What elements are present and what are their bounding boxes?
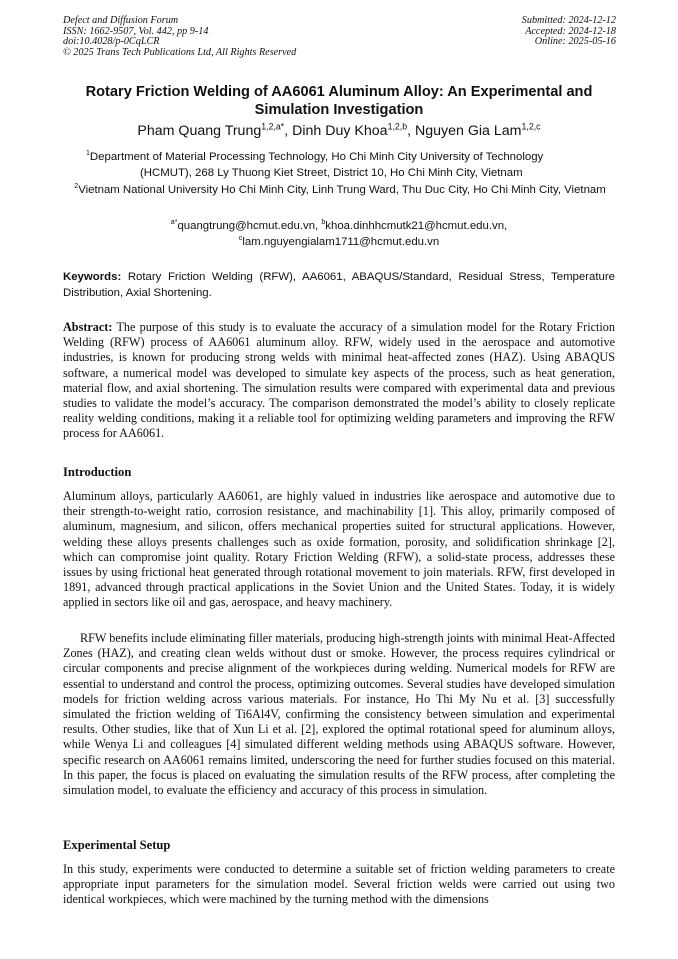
copyright-notice: © 2025 Trans Tech Publications Ltd, All Rights Reserved [63,46,297,58]
paper-title: Rotary Friction Welding of AA6061 Aluminum Alloy: An Experimental and Simulation Investigation [85,84,593,118]
email-marker: a* [170,219,178,227]
author-separator: , [284,123,293,139]
keywords-text: Rotary Friction Welding (RFW), AA6061, ABAQUS/Standard, Residual Stress, Temperature Distribution, Axial Shortening. [63,271,615,299]
dates-header [522,16,616,48]
email-line [63,235,615,251]
abstract-section [63,320,615,442]
author-affiliation-marker: 1,2,a* [261,121,285,132]
affiliation-2 [64,183,616,199]
introduction-paragraph: RFW benefits include eliminating filler materials, producing high-strength joints with minimal Heat-Affected Zones (HAZ), and creating clean welds without dust or smoke. However, the process requires cylindrical or circular components and precise alignment of the workpieces during welding. Numerical models for RFW are essential to understand and control the process, optimizing outcomes. Several studies have developed simulation models for friction welding across various materials. For instance, Ho Thi My Nu et al. [3] successfully simulated the friction welding of Ti6Al4V, confirming the consistency between simulation and experimental results. Other studies, like that of Xun Li et al. [2], explored the optimal rotational speed for aluminum alloys, while Wenya Li and colleagues [4] simulated different welding methods using ABAQUS software. However, specific research on AA6061 remains limited, underscoring the need for further studies focused on this material. In this paper, the focus is placed on evaluating the simulation results of the RFW process, after completing the simulation model, to evaluate the efficiency and accuracy of this process in simulation. [63,631,615,798]
affiliation-line: (HCMUT), 268 Ly Thuong Kiet Street, District 10, Ho Chi Minh City, Vietnam [140,166,523,179]
author-affiliation-marker: 1,2,c [521,121,541,132]
abstract-text: The purpose of this study is to evaluate the accuracy of a simulation model for the Rotary Friction Welding (RFW) process of AA6061 aluminum alloy. RFW, widely used in the aerospace and automotive industries, is known for producing strong welds with minimal heat-affected zones (HAZ). Using ABAQUS software, a numerical model was developed to simulate key aspects of the process, such as heat generation, material flow, and axial shortening. The simulation results were compared with experimental data and previous studies to validate the model’s accuracy. The comparison demonstrated the model’s ability to closely replicate reality welding conditions, making it a reliable tool for optimizing welding parameters and improving the RFW process for AA6061. [63,320,615,441]
author-list [63,122,615,140]
email-address[interactable]: lam.nguyengialam1711@hcmut.edu.vn [242,236,440,248]
experimental-setup-heading: Experimental Setup [63,838,171,852]
author-separator: , [407,123,416,139]
journal-doi: doi:10.4028/p-0CqLCR [63,36,160,48]
journal-header [63,16,296,58]
experimental-paragraph: In this study, experiments were conducted to determine a suitable set of friction welding parameters to create appropriate input parameters for the simulation model. Several friction welds were carried out using two identical workpieces, which were machined by the turning method with the dimensions [63,862,615,907]
journal-issn: ISSN: 1662-9507, Vol. 442, pp 9-14 [63,25,209,37]
email-marker: c [238,235,243,243]
affiliation-number: 2 [74,183,79,191]
author-name: Nguyen Gia Lam [415,123,522,139]
introduction-paragraph: Aluminum alloys, particularly AA6061, are highly valued in industries like aerospace and automotive due to their strength-to-weight ratio, corrosion resistance, and machinability [1]. This alloy, primarily composed of aluminum, magnesium, and silicon, offers mechanical properties suited for structural applications. However, welding these alloys presents challenges such as oxide formation, porosity, and solidification shrinkage [2], which can compromise joint quality. Rotary Friction Welding (RFW), a solid-state process, addresses these issues by using frictional heat generated through rotational movement to join materials. RFW, first developed in 1891, advanced through practical applications in the Soviet Union and the United States. Today, it is widely applied in sectors like oil and gas, aerospace, and heavy machinery. [63,489,615,610]
author-affiliation-marker: 1,2,b [387,121,408,132]
journal-name: Defect and Diffusion Forum [63,15,179,26]
introduction-heading: Introduction [63,465,132,479]
email-marker: b [321,219,326,227]
email-address[interactable]: quangtrung@hcmut.edu.vn, [177,220,319,232]
accepted-date: Accepted: 2024-12-18 [525,25,616,37]
online-date: Online: 2025-05-16 [534,36,616,48]
affiliation-number: 1 [86,150,90,158]
email-line [63,219,615,235]
author-name: Pham Quang Trung [137,123,262,139]
affiliation-1 [86,150,596,181]
keywords-label: Keywords: [63,271,122,283]
affiliation-line: Department of Material Processing Technology, Ho Chi Minh City University of Technology [89,151,544,163]
author-name: Dinh Duy Khoa [292,123,388,139]
affiliation-text: Vietnam National University Ho Chi Minh City, Linh Trung Ward, Thu Duc City, Ho Chi Minh City, Vietnam [78,184,606,196]
abstract-label: Abstract: [63,320,113,334]
email-address[interactable]: khoa.dinhhcmutk21@hcmut.edu.vn, [325,220,508,232]
submitted-date: Submitted: 2024-12-12 [521,15,616,26]
keywords-section [63,270,615,301]
